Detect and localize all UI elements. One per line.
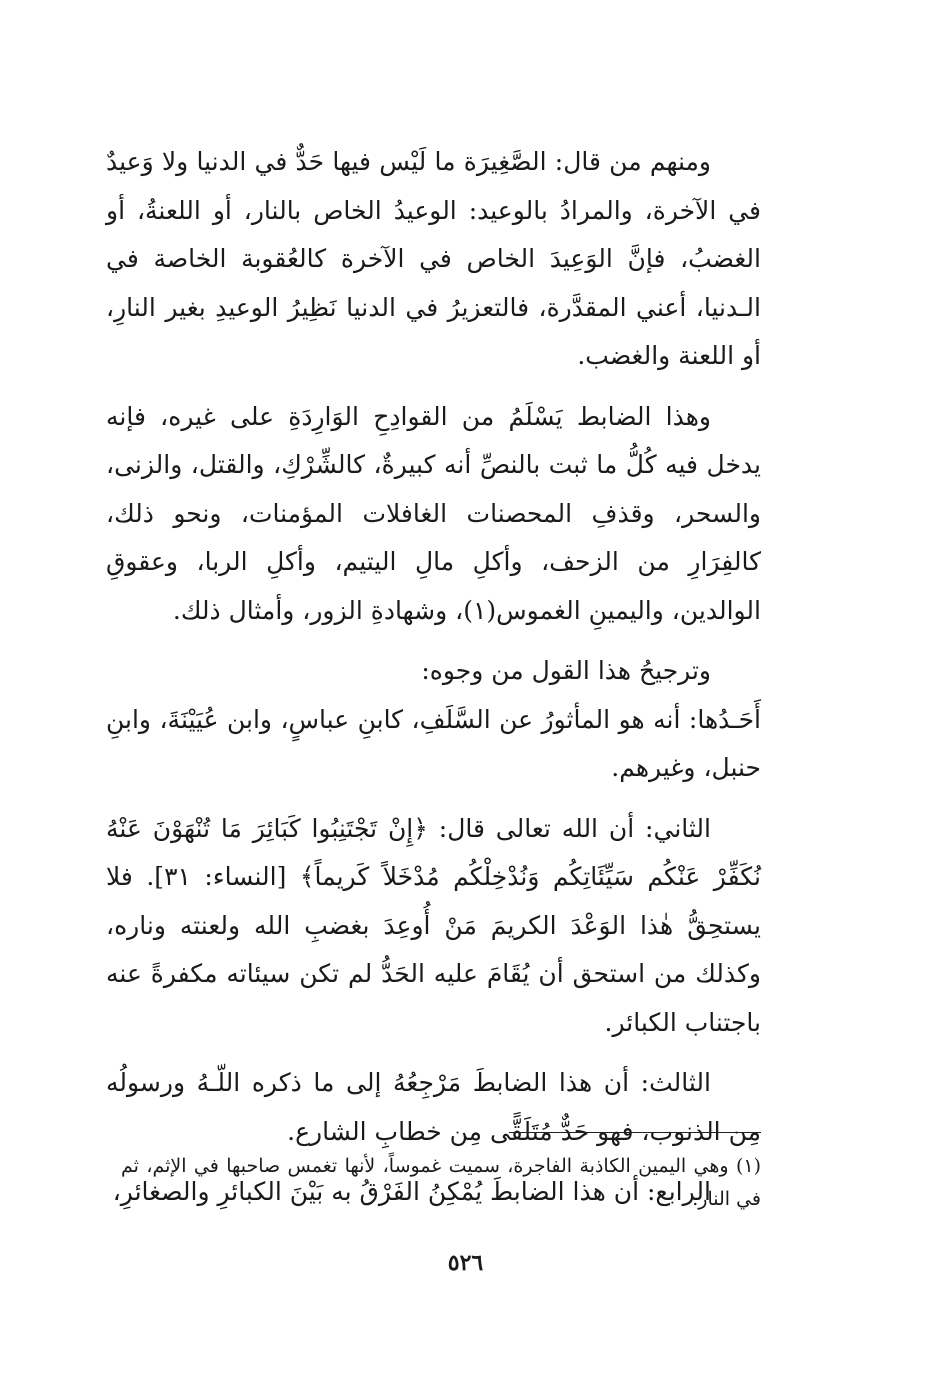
footnote: (١) وهي اليمين الكاذبة الفاجرة، سميت غموساً، لأنها تغمس صاحبها في الإثم، ثم في النار.	[121, 1155, 761, 1210]
paragraph-reason-second: الثاني: أن الله تعالى قال: ﴿إِنْ تَجْتَنِبُوا كَبَائِرَ مَا تُنْهَوْنَ عَنْهُ نُكَفِّرْ عَنْكُم سَيِّئَاتِكُم وَنُدْخِلْكُم مُدْخَلاً كَريماً﴾ [النساء: ٣١]. فلا يستحِقُّ هٰذا الوَعْدَ الكريمَ مَنْ أُوعِدَ بغضبِ الله ولعنته وناره، وكذلك من استحق أن يُقَامَ عليه الحَدُّ لم تكن سيئاته مكفرةً عنه باجتناب الكبائر.	[106, 813, 762, 1037]
footnote-divider	[509, 1132, 761, 1133]
main-text-block	[106, 138, 761, 1217]
paragraph-reason-fourth: الرابع: أن هذا الضابطَ يُمْكِنُ الفَرْقُ به بَيْنَ الكبائرِ والصغائرِ،	[112, 1177, 711, 1206]
paragraph-reasons-intro: وترجيحُ هذا القول من وجوه:	[421, 656, 711, 685]
paragraph-reason-third: الثالث: أن هذا الضابطَ مَرْجِعُهُ إلى ما ذكره اللّـهُ ورسولُه مِن الذنوب، فهو حَدٌّ مُتَلَقًّى مِن خطابِ الشارع.	[106, 1068, 761, 1146]
paragraph-definition: ومنهم من قال: الصَّغِيرَة ما لَيْس فيها حَدٌّ في الدنيا ولا وَعيدٌ في الآخرة، والمرادُ بالوعيد: الوعيدُ الخاص بالنار، أو اللعنةُ، أو الغضبُ، فإنَّ الوَعِيدَ الخاص في الآخرة كالعُقوبة الخاصة في الـدنيا، أعني المقدَّرة، فالتعزيرُ في الدنيا نَظِيرُ الوعيدِ بغير النارِ، أو اللعنة والغضب.	[106, 147, 761, 370]
paragraph-criterion: وهذا الضابط يَسْلَمُ من القوادِحِ الوَارِدَةِ على غيره، فإنه يدخل فيه كُلُّ ما ثبت بالنصِّ أنه كبيرةٌ، كالشِّرْكِ، والقتل، والزنى، والسحر، وقذفِ المحصنات الغافلات المؤمنات، ونحو ذلك، كالفِرَارِ من الزحف، وأكلِ مالِ اليتيم، وأكلِ الربا، وعقوقِ الوالدين، واليمينِ الغموس(١)، وشهادةِ الزور، وأمثال ذلك.	[106, 401, 761, 625]
paragraph-reason-first: أَحَـدُها: أنه هو المأثورُ عن السَّلَفِ، كابنِ عباسٍ، وابن عُيَيْنَةَ، وابنِ حنبل، وغيرهم.	[106, 704, 761, 782]
page-number: ٥٢٦	[447, 1250, 484, 1276]
